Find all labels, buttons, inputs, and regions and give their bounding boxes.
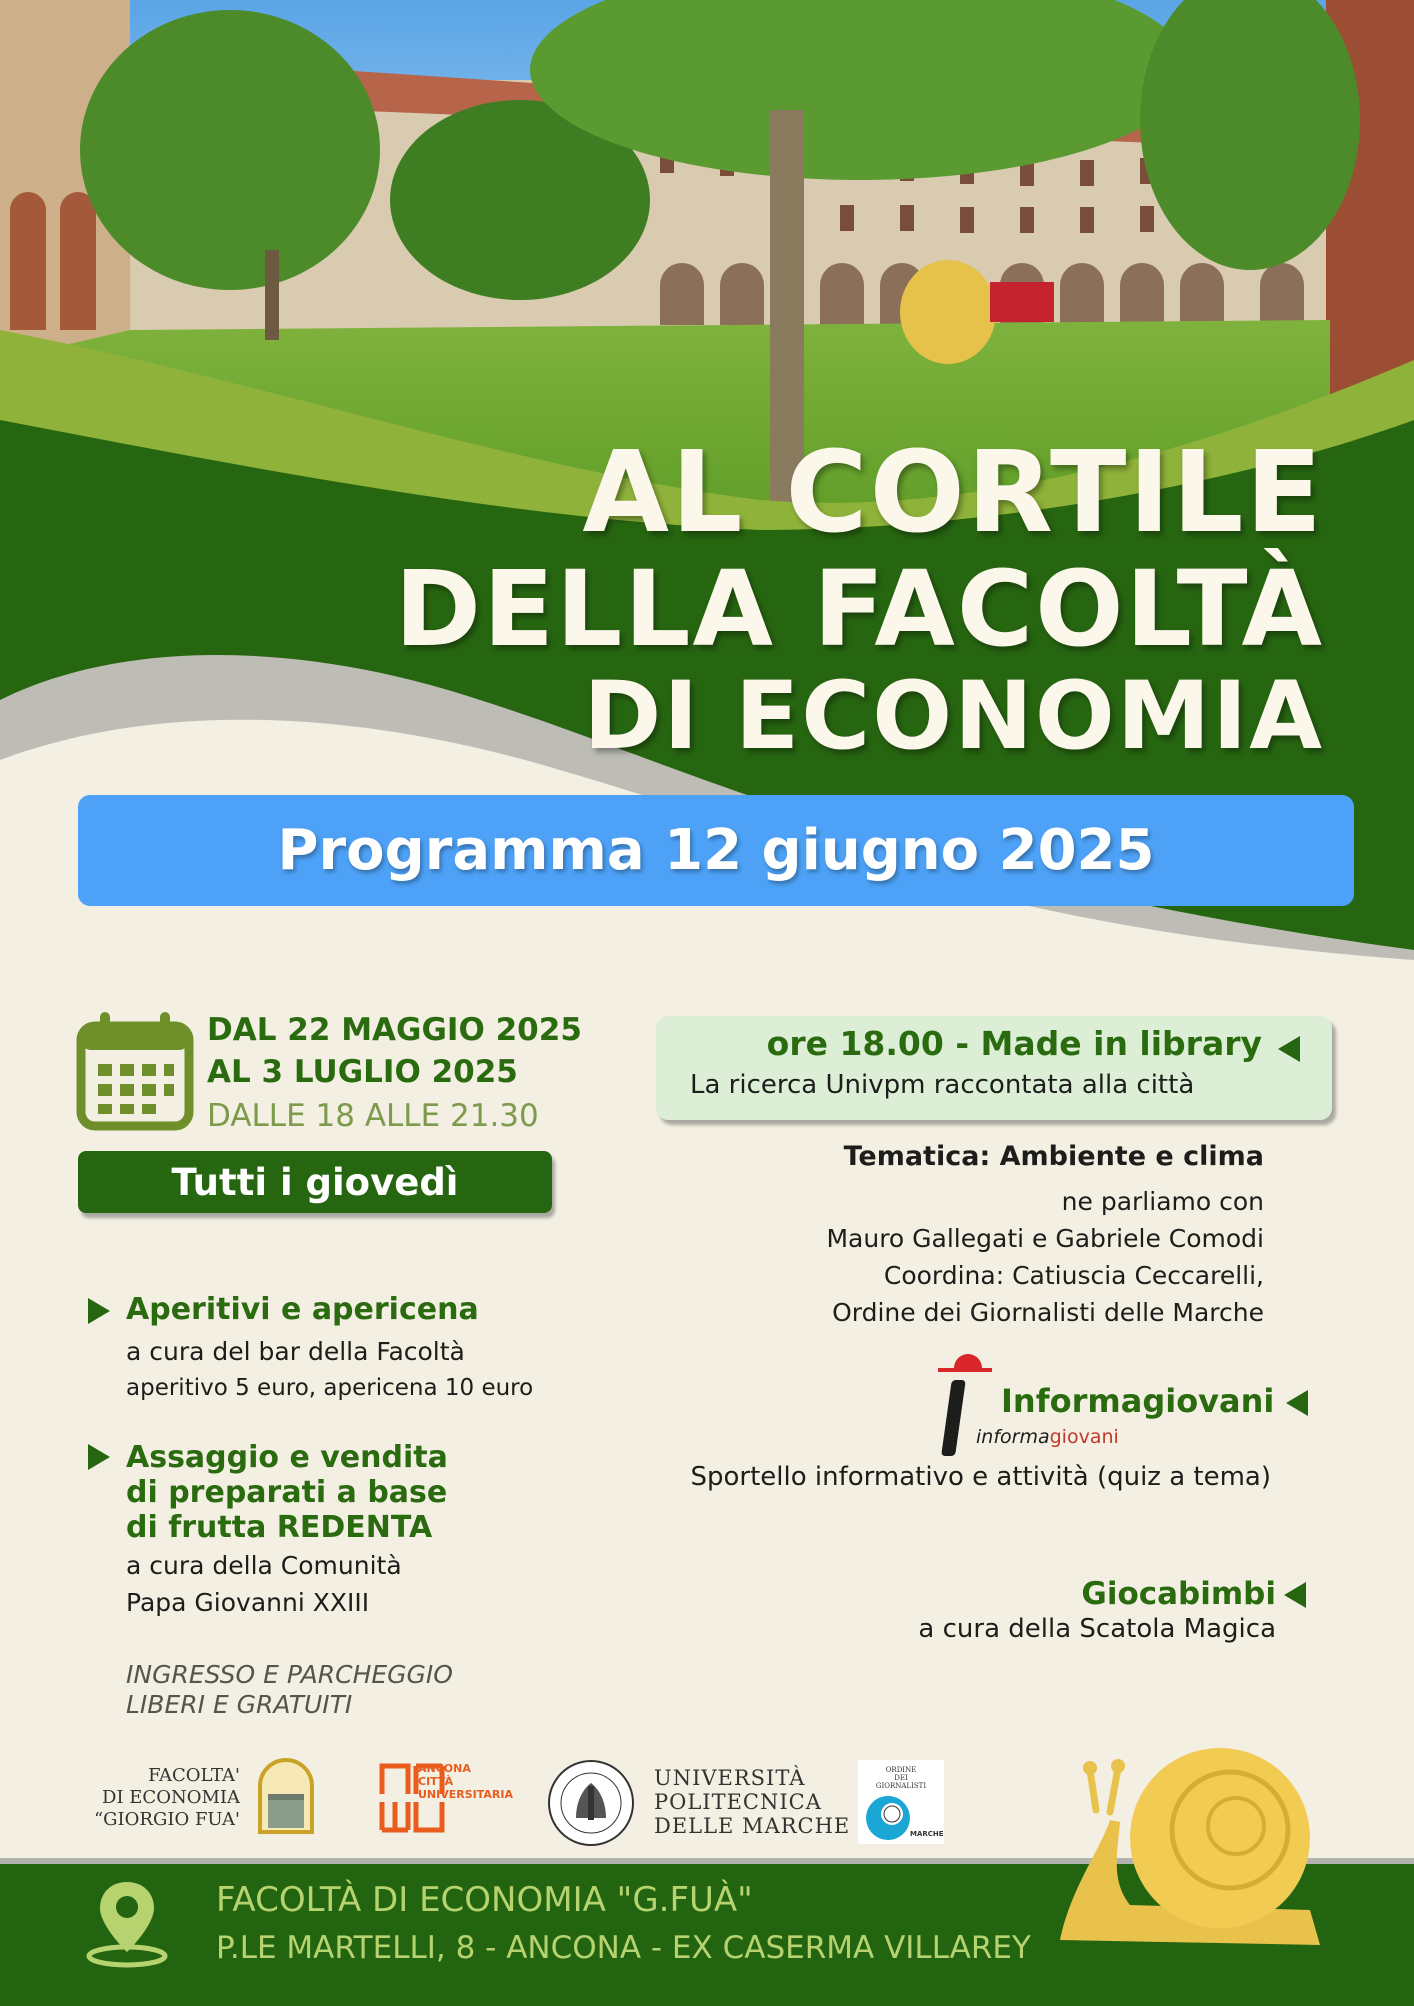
ancona-logo-line-2: CITTÀ — [418, 1775, 454, 1788]
item-assaggio — [126, 1440, 448, 1621]
faculty-logo-line-2: DI ECONOMIA — [102, 1787, 240, 1808]
item-assaggio-title-2: di preparati a base — [126, 1475, 448, 1510]
footer-faculty-name: FACOLTÀ DI ECONOMIA "G.FUÀ" — [216, 1880, 753, 1920]
informagiovani-title: Informagiovani — [1001, 1382, 1275, 1420]
date-from: DAL 22 MAGGIO 2025 — [207, 1012, 582, 1048]
triangle-left-icon — [1286, 1390, 1308, 1416]
title-line-2: DELLA FACOLTÀ — [394, 548, 1324, 670]
free-entry-line-1: INGRESSO E PARCHEGGIO — [126, 1660, 453, 1689]
every-thursday-text: Tutti i giovedì — [171, 1160, 459, 1204]
journalists-order-logo — [858, 1760, 944, 1844]
item-assaggio-text-2: Papa Giovanni XXIII — [126, 1588, 370, 1617]
informagiovani-logo-text-a: informa — [976, 1426, 1050, 1448]
triangle-left-icon — [1278, 1036, 1300, 1062]
univpm-seal-logo — [546, 1758, 636, 1848]
snail-statue-image — [1040, 1740, 1330, 1960]
univpm-logo-line-2: POLITECNICA — [654, 1790, 822, 1814]
theme-line-4: Ordine dei Giornalisti delle Marche — [832, 1298, 1264, 1327]
free-entry-note — [126, 1660, 453, 1720]
ancona-logo-text — [418, 1762, 513, 1801]
theme-line-1: ne parliamo con — [1061, 1187, 1264, 1216]
footer-address: P.LE MARTELLI, 8 - ANCONA - EX CASERMA VILLAREY — [216, 1930, 1031, 1966]
informagiovani-i-icon — [936, 1350, 996, 1470]
location-pin-icon — [86, 1876, 168, 1968]
giocabimbi-title: Giocabimbi — [1081, 1576, 1276, 1612]
univpm-logo-line-3: DELLE MARCHE — [654, 1814, 851, 1838]
pointer-informagiovani — [1286, 1390, 1308, 1416]
made-in-library-subtitle: La ricerca Univpm raccontata alla città — [690, 1070, 1195, 1100]
triangle-left-icon — [1284, 1582, 1306, 1608]
theme-details — [664, 1183, 1264, 1331]
faculty-logo-line-3: “GIORGIO FUA' — [93, 1809, 240, 1830]
theme-heading: Tematica: Ambiente e clima — [843, 1141, 1264, 1172]
item-aperitivi-text-2: aperitivo 5 euro, apericena 10 euro — [126, 1375, 534, 1401]
title-line-3: DI ECONOMIA — [583, 662, 1324, 771]
bullet-aperitivi — [88, 1298, 110, 1324]
faculty-logo-text — [80, 1765, 240, 1831]
odg-logo-line-2: DEI — [894, 1774, 908, 1782]
odg-logo-region: MARCHE — [910, 1830, 944, 1838]
program-date-text: Programma 12 giugno 2025 — [277, 818, 1155, 883]
odg-logo-line-3: GIORNALISTI — [875, 1782, 927, 1790]
informagiovani-text: Sportello informativo e attività (quiz a tema) — [690, 1462, 1271, 1492]
made-in-library-title: ore 18.00 - Made in library — [766, 1024, 1262, 1063]
univpm-logo-line-1: UNIVERSITÀ — [654, 1766, 806, 1790]
faculty-logo-line-1: FACOLTA' — [148, 1765, 240, 1786]
title-line-1: AL CORTILE — [582, 428, 1324, 558]
informagiovani-logo-text-b: giovani — [1049, 1426, 1119, 1448]
hours-text: DALLE 18 ALLE 21.30 — [207, 1098, 539, 1134]
triangle-right-icon — [88, 1444, 110, 1470]
faculty-building-logo — [256, 1756, 316, 1836]
giocabimbi-text: a cura della Scatola Magica — [918, 1614, 1276, 1644]
every-thursday-badge — [78, 1151, 552, 1213]
ancona-logo-line-1: ANCONA — [418, 1762, 471, 1775]
bullet-assaggio — [88, 1444, 110, 1470]
ancona-logo-line-3: UNIVERSITARIA — [418, 1788, 513, 1801]
item-assaggio-text-1: a cura della Comunità — [126, 1551, 402, 1580]
item-aperitivi — [126, 1292, 533, 1407]
pointer-made-in-library — [1278, 1036, 1300, 1062]
free-entry-line-2: LIBERI E GRATUITI — [126, 1690, 353, 1719]
triangle-right-icon — [88, 1298, 110, 1324]
item-aperitivi-title: Aperitivi e apericena — [126, 1292, 479, 1327]
made-in-library-box — [656, 1016, 1332, 1120]
odg-logo-line-1: ORDINE — [885, 1766, 917, 1774]
item-assaggio-title-1: Assaggio e vendita — [126, 1440, 448, 1475]
univpm-logo-text — [654, 1766, 850, 1838]
item-aperitivi-text-1: a cura del bar della Facoltà — [126, 1337, 465, 1366]
pointer-giocabimbi — [1284, 1582, 1306, 1608]
theme-line-2: Mauro Gallegati e Gabriele Comodi — [826, 1224, 1264, 1253]
theme-line-3: Coordina: Catiuscia Ceccarelli, — [883, 1261, 1264, 1290]
item-assaggio-title-3: di frutta REDENTA — [126, 1510, 433, 1545]
calendar-icon — [76, 1008, 194, 1132]
program-date-banner — [78, 795, 1354, 906]
date-to: AL 3 LUGLIO 2025 — [207, 1054, 518, 1090]
